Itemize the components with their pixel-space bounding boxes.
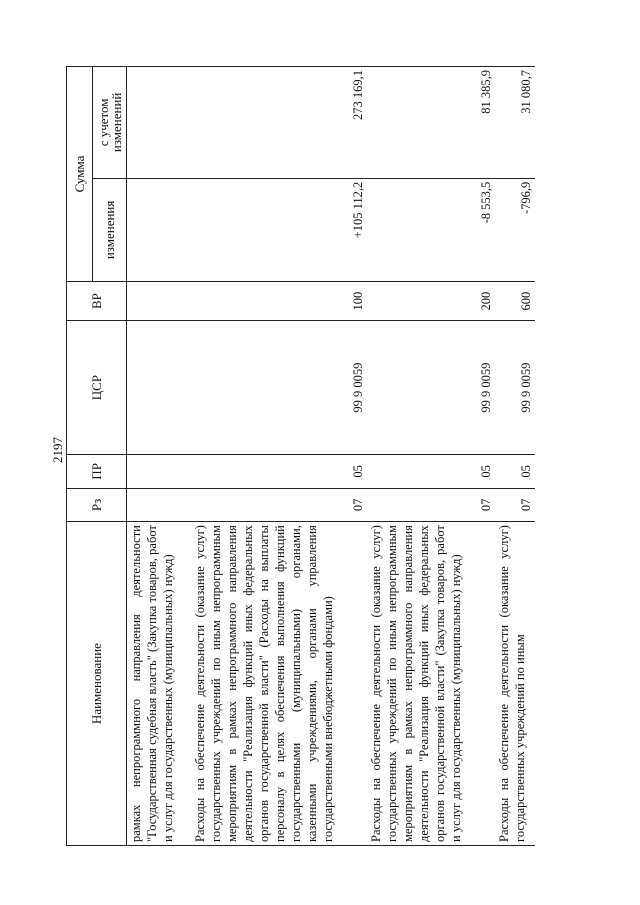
row-name: Расходы на обеспечение деятельности (оказание услуг) государственных учреждений по иным: [495, 522, 535, 846]
row-change: -796,9: [495, 178, 535, 281]
row-vr: 200: [367, 282, 495, 321]
row-vr: 100: [191, 282, 367, 321]
row-rz: [127, 488, 191, 522]
header-with-changes: с учетом изменений: [93, 67, 127, 179]
row-vr: [127, 282, 191, 321]
header-csr: ЦСР: [67, 321, 127, 455]
row-csr: [127, 321, 191, 455]
header-rz: Рз: [67, 488, 127, 522]
row-pr: [127, 455, 191, 489]
row-name: Расходы на обеспечение деятельности (оказание услуг) государственных учреждений по иным непрограммным мероприятиям в рамках непрограммного направления деятельности "Реализация функций иных федеральных органов государственной власти" (Закупка товаров, работ и услуг для государственных (муниципальных) нужд): [367, 522, 495, 846]
budget-table: [66, 66, 535, 846]
row-pr: 05: [191, 455, 367, 489]
header-pr: ПР: [67, 455, 127, 489]
row-pr: 05: [367, 455, 495, 489]
row-rz: 07: [191, 488, 367, 522]
table-row: [495, 67, 535, 846]
header-name: Наименование: [67, 522, 127, 846]
row-total: 273 169,1: [191, 67, 367, 179]
row-total: [127, 67, 191, 179]
table-row: [191, 67, 367, 846]
table-row: [367, 67, 495, 846]
row-vr: 600: [495, 282, 535, 321]
row-csr: 99 9 0059: [367, 321, 495, 455]
row-csr: 99 9 0059: [495, 321, 535, 455]
table-row: [127, 67, 191, 846]
row-csr: 99 9 0059: [191, 321, 367, 455]
row-total: 81 385,9: [367, 67, 495, 179]
row-change: [127, 178, 191, 281]
row-rz: 07: [495, 488, 535, 522]
row-change: -8 553,5: [367, 178, 495, 281]
row-pr: 05: [495, 455, 535, 489]
budget-table-container: [66, 66, 598, 846]
row-change: +105 112,2: [191, 178, 367, 281]
header-sum: Сумма: [67, 67, 93, 282]
row-name: рамках непрограммного направления деятельности "Государственная судебная власть" (Закупка товаров, работ и услуг для государственных (муниципальных) нужд): [127, 522, 191, 846]
header-changes: изменения: [93, 178, 127, 281]
header-vr: ВР: [67, 282, 127, 321]
page-number: 2197: [50, 437, 65, 463]
row-name: Расходы на обеспечение деятельности (оказание услуг) государственных учреждений по иным непрограммным мероприятиям в рамках непрограммного направления деятельности "Реализация функций иных федеральных органов государственной власти" (Расходы на выплаты персоналу в целях обеспечения выполнения функций государственными (муниципальными) органами, казенными учреждениями, органами управления государственными внебюджетными фондами): [191, 522, 367, 846]
row-rz: 07: [367, 488, 495, 522]
row-total: 31 080,7: [495, 67, 535, 179]
